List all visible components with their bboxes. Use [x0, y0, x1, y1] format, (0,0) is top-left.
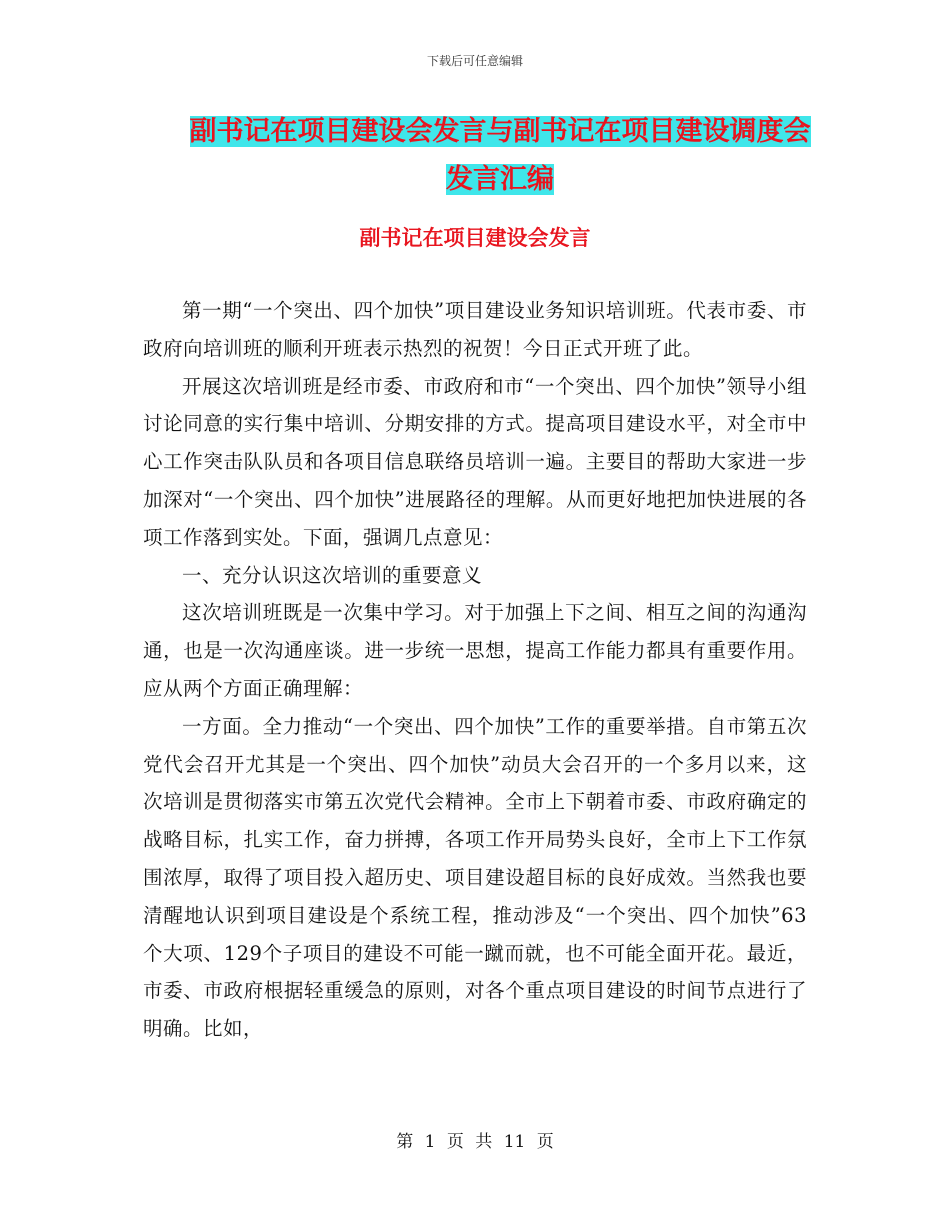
- section-title: 副书记在项目建设会发言: [359, 226, 591, 250]
- paragraph: 一方面。全力推动“一个突出、四个加快”工作的重要举措。自市第五次党代会召开尤其是一个突出、四个加快”动员大会召开的一个多月以来，这次培训是贯彻落实市第五次党代会精神。全市上下朝着市委、市政府确定的战略目标，扎实工作，奋力拼搏，各项工作开局势头良好，全市上下工作氛围浓厚，取得了项目投入超历史、项目建设超目标的良好成效。当然我也要清醒地认识到项目建设是个系统工程，推动涉及“一个突出、四个加快”63个大项、129个子项目的建设不可能一蹴而就，也不可能全面开花。最近，市委、市政府根据轻重缓急的原则，对各个重点项目建设的时间节点进行了明确。比如，: [143, 714, 807, 1041]
- paragraph: 第一期“一个突出、四个加快”项目建设业务知识培训班。代表市委、市政府向培训班的顺利开班表示热烈的祝贺！今日正式开班了此。: [143, 299, 807, 360]
- document-title-line2: 发言汇编: [446, 164, 554, 195]
- page-header-note: 下载后可任意编辑: [426, 54, 523, 68]
- paragraph: 这次培训班既是一次集中学习。对于加强上下之间、相互之间的沟通沟通，也是一次沟通座谈。进一步统一思想，提高工作能力都具有重要作用。应从两个方面正确理解：: [143, 601, 807, 700]
- document-title-line1: 副书记在项目建设会发言与副书记在项目建设调度会: [189, 116, 811, 147]
- paragraph: 开展这次培训班是经市委、市政府和市“一个突出、四个加快”领导小组讨论同意的实行集中培训、分期安排的方式。提高项目建设水平，对全市中心工作突击队队员和各项目信息联络员培训一遍。主要目的帮助大家进一步加深对“一个突出、四个加快”进展路径的理解。从而更好地把加快进展的各项工作落到实处。下面，强调几点意见：: [143, 374, 807, 549]
- page-number-footer: 第 1 页 共 11 页: [396, 1132, 554, 1152]
- section-heading: 一、充分认识这次培训的重要意义: [182, 563, 483, 587]
- document-body: [143, 292, 807, 1048]
- document-title: [150, 108, 850, 204]
